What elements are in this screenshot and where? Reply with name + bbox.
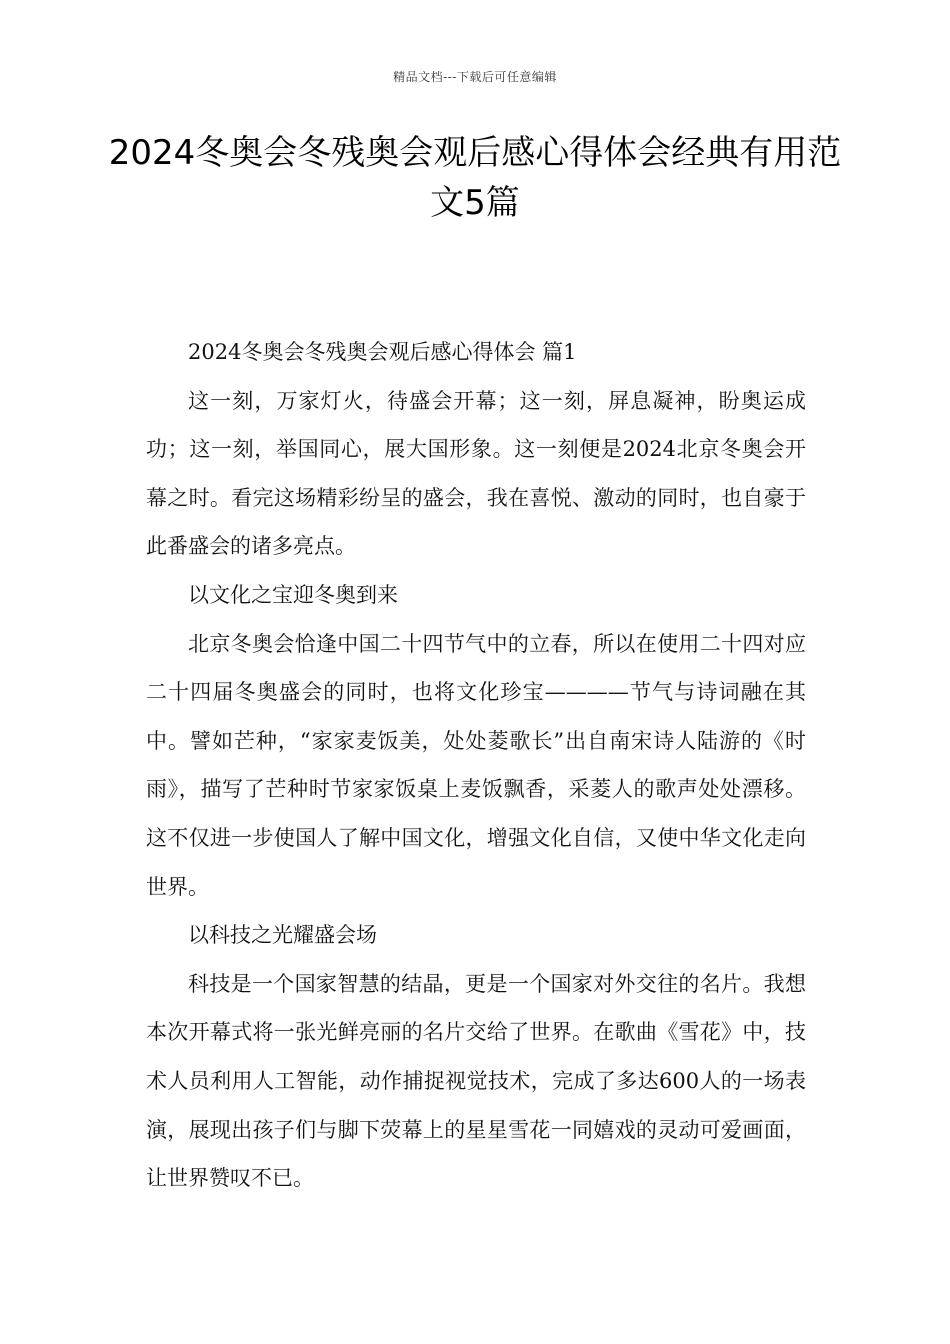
document-body: [146, 328, 806, 1203]
document-title: 2024冬奥会冬残奥会观后感心得体会经典有用范文5篇: [108, 133, 842, 223]
section-heading: 2024冬奥会冬残奥会观后感心得体会 篇1: [188, 340, 577, 364]
body-paragraph: 北京冬奥会恰逢中国二十四节气中的立春，所以在使用二十四对应二十四届冬奥盛会的同时，也将文化珍宝————节气与诗词融在其中。譬如芒种，“家家麦饭美，处处菱歌长”出自南宋诗人陆游的《时雨》，描写了芒种时节家家饭桌上麦饭飘香，采菱人的歌声处处漂移。这不仅进一步使国人了解中国文化，增强文化自信，又使中华文化走向世界。: [146, 631, 806, 899]
section-heading: 以科技之光耀盛会场: [188, 923, 377, 948]
body-paragraph: 这一刻，万家灯火，待盛会开幕；这一刻，屏息凝神，盼奥运成功；这一刻，举国同心，展大国形象。这一刻便是2024北京冬奥会开幕之时。看完这场精彩纷呈的盛会，我在喜悦、激动的同时，也自豪于此番盛会的诸多亮点。: [146, 388, 806, 559]
section-heading: 以文化之宝迎冬奥到来: [188, 582, 398, 607]
header-note: 精品文档---下载后可任意编辑: [393, 70, 557, 84]
body-paragraph: 科技是一个国家智慧的结晶，更是一个国家对外交往的名片。我想本次开幕式将一张光鲜亮丽的名片交给了世界。在歌曲《雪花》中，技术人员利用人工智能，动作捕捉视觉技术，完成了多达600人的一场表演，展现出孩子们与脚下荧幕上的星星雪花一同嬉戏的灵动可爱画面，让世界赞叹不已。: [146, 971, 806, 1191]
